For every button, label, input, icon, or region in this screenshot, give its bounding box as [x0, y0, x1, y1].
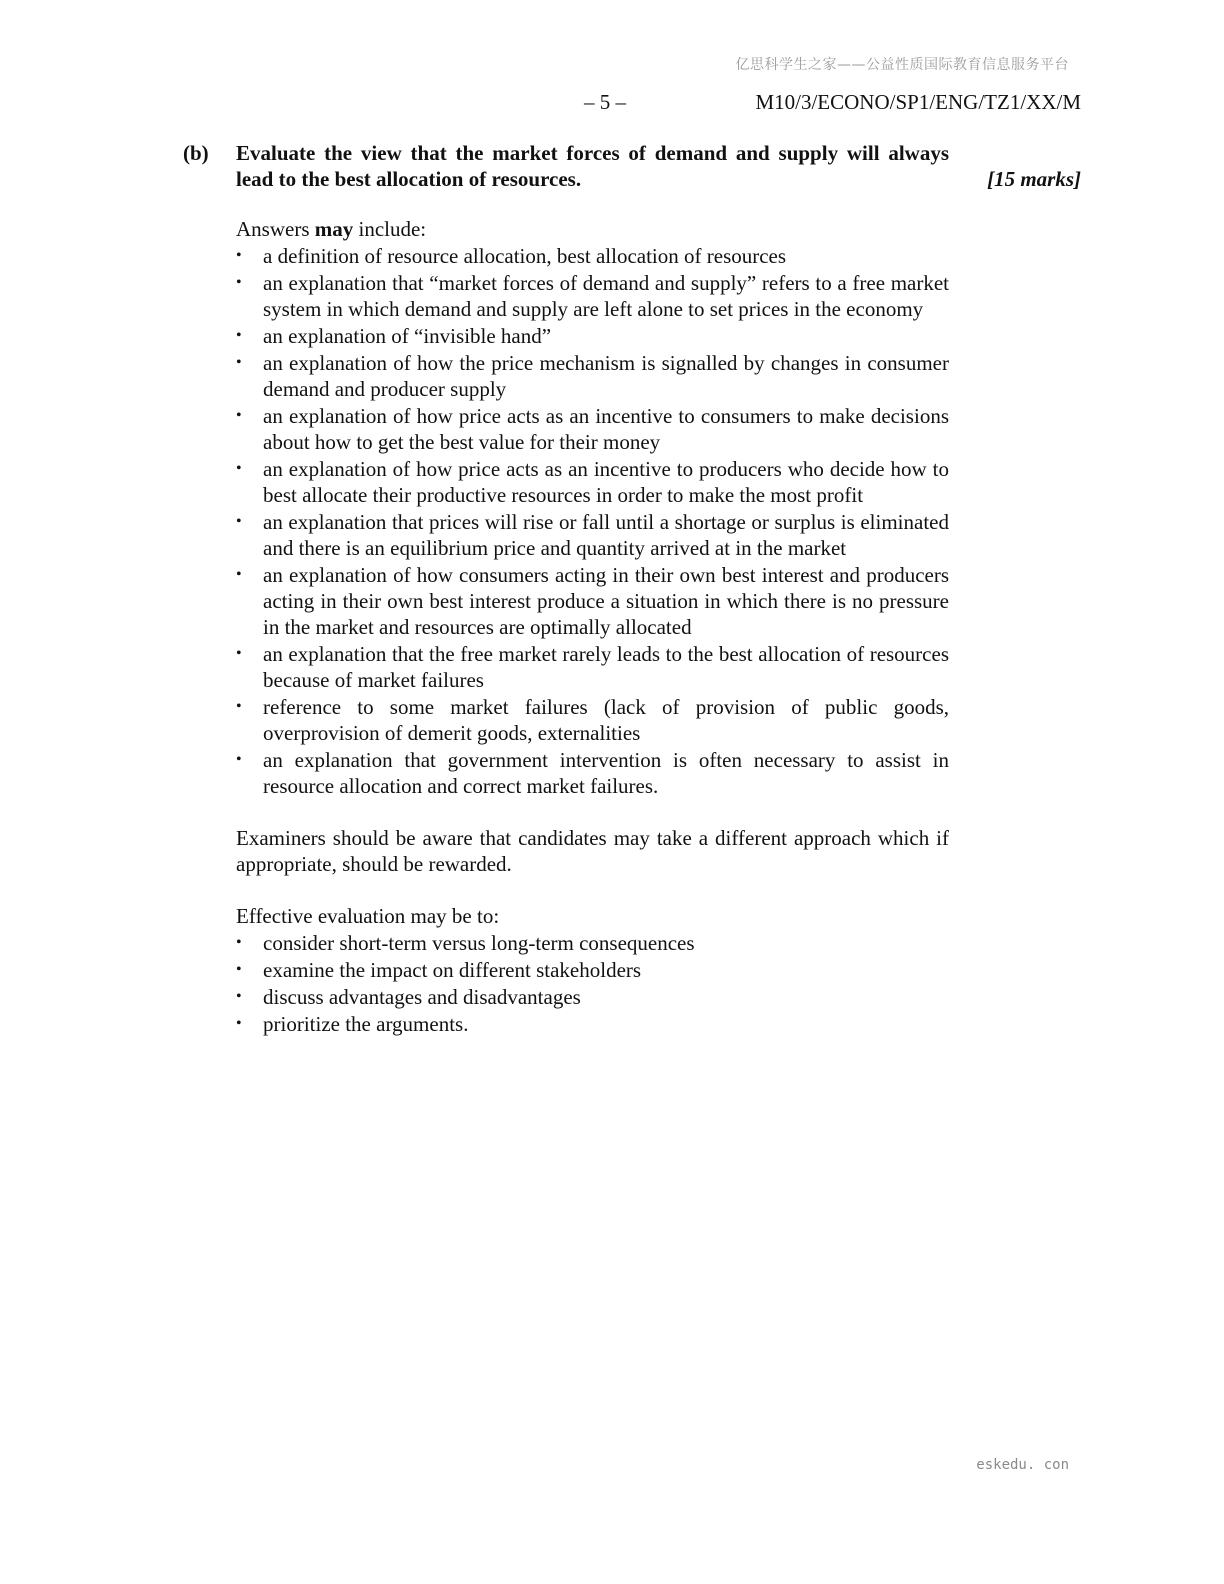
header-watermark: 亿思科学生之家——公益性质国际教育信息服务平台: [735, 57, 1069, 73]
question-label: (b): [183, 141, 209, 165]
list-item: [236, 984, 949, 1010]
list-item: [236, 641, 949, 693]
list-item-text: an explanation of how price acts as an incentive to consumers to make decisions about how to get the best value for their money: [263, 404, 949, 454]
list-item: [236, 350, 949, 402]
bullet-icon: •: [236, 961, 242, 978]
question-marks: [15 marks]: [987, 167, 1081, 191]
answers-intro-emphasis: may: [314, 217, 354, 241]
list-item-text: an explanation of how consumers acting in their own best interest and producers acting in their own best interest produce a situation in which there is no pressure in the market and resources are optimally allocated: [263, 563, 949, 639]
list-item: [236, 270, 949, 322]
list-item-text: discuss advantages and disadvantages: [263, 985, 581, 1009]
markscheme-content: [236, 216, 949, 1038]
list-item-text: an explanation that government intervention is often necessary to assist in resource allocation and correct market failures.: [263, 748, 949, 798]
list-item-text: an explanation that “market forces of demand and supply” refers to a free market system in which demand and supply are left alone to set prices in the economy: [263, 271, 949, 321]
list-item: [236, 403, 949, 455]
list-item: [236, 243, 949, 269]
answers-intro: [236, 216, 949, 242]
footer-watermark: eskedu. con: [976, 1457, 1069, 1473]
bullet-icon: •: [236, 566, 242, 583]
bullet-icon: •: [236, 460, 242, 477]
page-number: – 5 –: [584, 90, 626, 114]
list-item-text: prioritize the arguments.: [263, 1012, 469, 1036]
answers-intro-prefix: Answers: [236, 217, 315, 241]
bullet-icon: •: [236, 751, 242, 768]
list-item-text: an explanation that prices will rise or fall until a shortage or surplus is eliminated and there is an equilibrium price and quantity arrived at in the market: [263, 510, 949, 560]
list-item-text: consider short-term versus long-term consequences: [263, 931, 695, 955]
evaluation-intro: Effective evaluation may be to:: [236, 904, 500, 928]
bullet-icon: •: [236, 407, 242, 424]
bullet-icon: •: [236, 247, 242, 264]
list-item: [236, 509, 949, 561]
list-item: [236, 694, 949, 746]
answers-intro-suffix: include:: [353, 217, 427, 241]
answers-list: [236, 243, 949, 799]
list-item: [236, 957, 949, 983]
bullet-icon: •: [236, 274, 242, 291]
list-item-text: examine the impact on different stakeholders: [263, 958, 642, 982]
examiners-note: Examiners should be aware that candidates may take a different approach which if appropriate, should be rewarded.: [236, 826, 949, 876]
list-item: [236, 747, 949, 799]
bullet-icon: •: [236, 513, 242, 530]
bullet-icon: •: [236, 1015, 242, 1032]
list-item-text: an explanation of “invisible hand”: [263, 324, 552, 348]
bullet-icon: •: [236, 988, 242, 1005]
list-item: [236, 1011, 949, 1037]
list-item-text: an explanation of how price acts as an incentive to producers who decide how to best allocate their productive resources in order to make the most profit: [263, 457, 949, 507]
question-text: Evaluate the view that the market forces of demand and supply will always lead to the best allocation of resources.: [236, 141, 949, 191]
bullet-icon: •: [236, 698, 242, 715]
bullet-icon: •: [236, 645, 242, 662]
list-item: [236, 456, 949, 508]
evaluation-list: [236, 930, 949, 1037]
bullet-icon: •: [236, 934, 242, 951]
list-item-text: reference to some market failures (lack of provision of public goods, overprovision of demerit goods, externalities: [263, 695, 949, 745]
list-item: [236, 562, 949, 640]
list-item-text: a definition of resource allocation, best allocation of resources: [263, 244, 787, 268]
bullet-icon: •: [236, 327, 242, 344]
bullet-icon: •: [236, 354, 242, 371]
list-item: [236, 323, 949, 349]
list-item: [236, 930, 949, 956]
list-item-text: an explanation of how the price mechanism is signalled by changes in consumer demand and producer supply: [263, 351, 949, 401]
document-code: M10/3/ECONO/SP1/ENG/TZ1/XX/M: [755, 90, 1081, 114]
list-item-text: an explanation that the free market rarely leads to the best allocation of resources because of market failures: [263, 642, 949, 692]
